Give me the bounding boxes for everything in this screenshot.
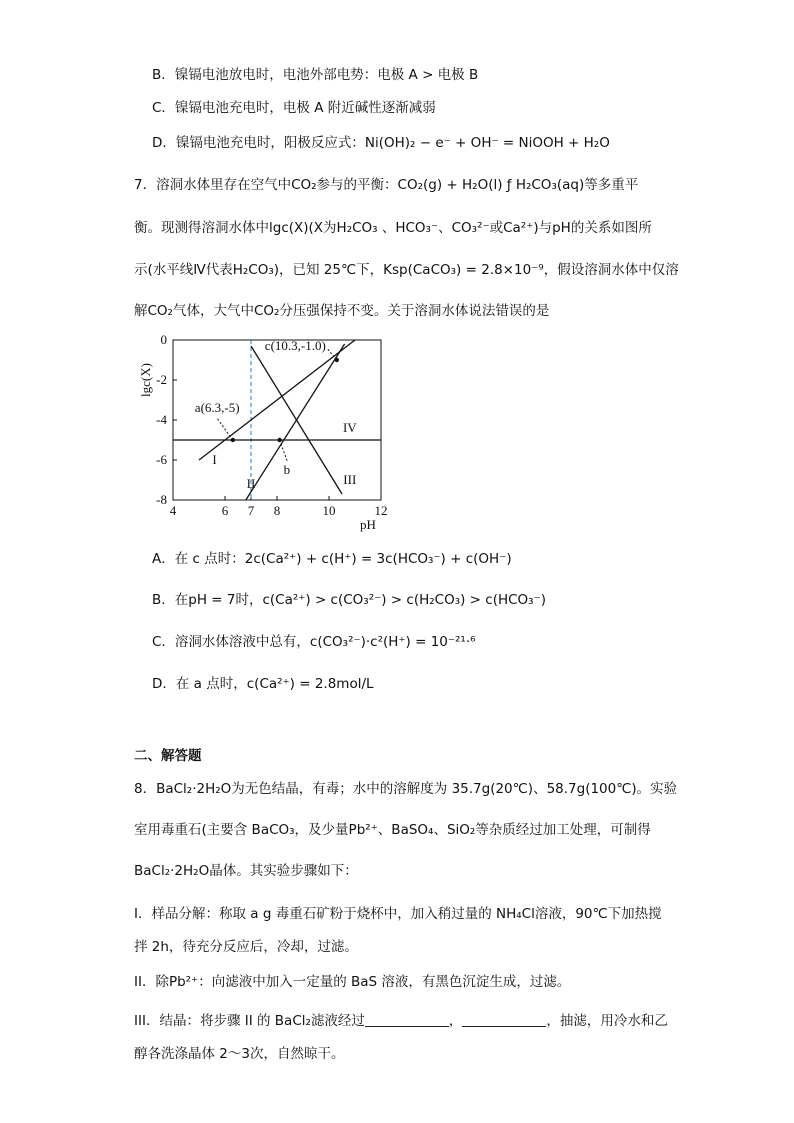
y-tick-label: -6 — [156, 452, 167, 467]
option-7d: D．在 a 点时，c(Ca²⁺) = 2.8mol/L — [152, 676, 374, 692]
q8-line3: BaCl₂·2H₂O晶体。其实验步骤如下： — [134, 863, 358, 879]
q7-line1: 7．溶洞水体里存在空气中CO₂参与的平衡：CO₂(g) + H₂O(l) ƒ H₂CO₃(aq)等多重平 — [134, 177, 639, 193]
x-tick-label: 6 — [221, 503, 229, 518]
option-7c: C．溶洞水体溶液中总有，c(CO₃²⁻)·c²(H⁺) = 10⁻²¹·⁶ — [152, 634, 476, 650]
q8-step1-line2: 拌 2h，待充分反应后，冷却，过滤。 — [134, 939, 358, 955]
option-7b: B．在pH = 7时，c(Ca²⁺) > c(CO₃²⁻) > c(H₂CO₃) > c(HCO₃⁻) — [152, 592, 546, 608]
x-tick-label: 12 — [374, 503, 388, 518]
q8-line2: 室用毒重石(主要含 BaCO₃，及少量Pb²⁺、BaSO₄、SiO₂等杂质经过加工处理，可制得 — [134, 822, 651, 838]
option-6d: D．镍镉电池充电时，阳极反应式：Ni(OH)₂ − e⁻ + OH⁻ = NiOOH + H₂O — [152, 135, 610, 151]
q7-line4: 解CO₂气体，大气中CO₂分压强保持不变。关于溶洞水体说法错误的是 — [134, 303, 550, 319]
x-tick-label: 4 — [169, 503, 177, 518]
q8-step3-sep: ， — [448, 1013, 463, 1029]
series-line-II — [246, 344, 345, 500]
annotation-a: a(6.3,-5) — [194, 400, 240, 415]
q8-step3-suffix: ，抽滤，用冷水和乙 — [546, 1013, 668, 1029]
q8-step3-line1 — [134, 1011, 668, 1031]
x-tick-label: 10 — [322, 503, 336, 518]
section-title: 二、解答题 — [134, 748, 202, 764]
option-6b: B．镍镉电池放电时，电池外部电势：电极 A > 电极 B — [152, 67, 479, 83]
q8-step3-prefix: III．结晶：将步骤 II 的 BaCl₂滤液经过 — [134, 1013, 365, 1029]
lgc-ph-chart — [138, 330, 398, 535]
leader-b — [280, 440, 288, 462]
series-label-II: II — [246, 476, 256, 491]
annotation-b: b — [283, 462, 291, 477]
x-tick-label: 7 — [247, 503, 255, 518]
series-label-I: I — [212, 452, 217, 467]
option-7a: A．在 c 点时：2c(Ca²⁺) + c(H⁺) = 3c(HCO₃⁻) + c(OH⁻) — [152, 551, 512, 567]
x-axis-label: pH — [360, 517, 376, 532]
q8-step1-line1: I．样品分解：称取 a g 毒重石矿粉于烧杯中，加入稍过量的 NH₄Cl溶液，90℃下加热搅 — [134, 906, 662, 922]
y-tick-label: -2 — [156, 372, 167, 387]
q7-line3: 示(水平线Ⅳ代表H₂CO₃)，已知 25℃下，Ksp(CaCO₃) = 2.8×10⁻⁹，假设溶洞水体中仅溶 — [134, 262, 679, 278]
y-tick-label: 0 — [160, 332, 167, 347]
q7-line2: 衡。现测得溶洞水体中lgc(X)(X为H₂CO₃ 、HCO₃⁻、CO₃²⁻或Ca²⁺)与pH的关系如图所 — [134, 220, 652, 236]
series-label-IV: IV — [342, 420, 357, 435]
q8-step3-line2: 醇各洗涤晶体 2～3次，自然晾干。 — [134, 1046, 345, 1062]
answer-blank-2[interactable] — [462, 1012, 546, 1027]
annotation-c: c(10.3,-1.0) — [264, 338, 326, 353]
leader-a — [217, 418, 233, 440]
y-tick-label: -4 — [156, 412, 167, 427]
y-tick-label: -8 — [156, 492, 167, 507]
answer-blank-1[interactable] — [365, 1012, 449, 1027]
x-tick-label: 8 — [273, 503, 281, 518]
option-6c: C．镍镉电池充电时，电极 A 附近碱性逐渐减弱 — [152, 100, 436, 116]
q8-line1: 8．BaCl₂·2H₂O为无色结晶，有毒；水中的溶解度为 35.7g(20℃)、58.7g(100℃)。实验 — [134, 781, 678, 797]
y-axis-label: lgc(X) — [138, 363, 153, 397]
series-label-III: III — [343, 472, 357, 487]
series-line-III — [251, 346, 342, 494]
q8-step2: II．除Pb²⁺：向滤液中加入一定量的 BaS 溶液，有黑色沉淀生成，过滤。 — [134, 974, 571, 990]
